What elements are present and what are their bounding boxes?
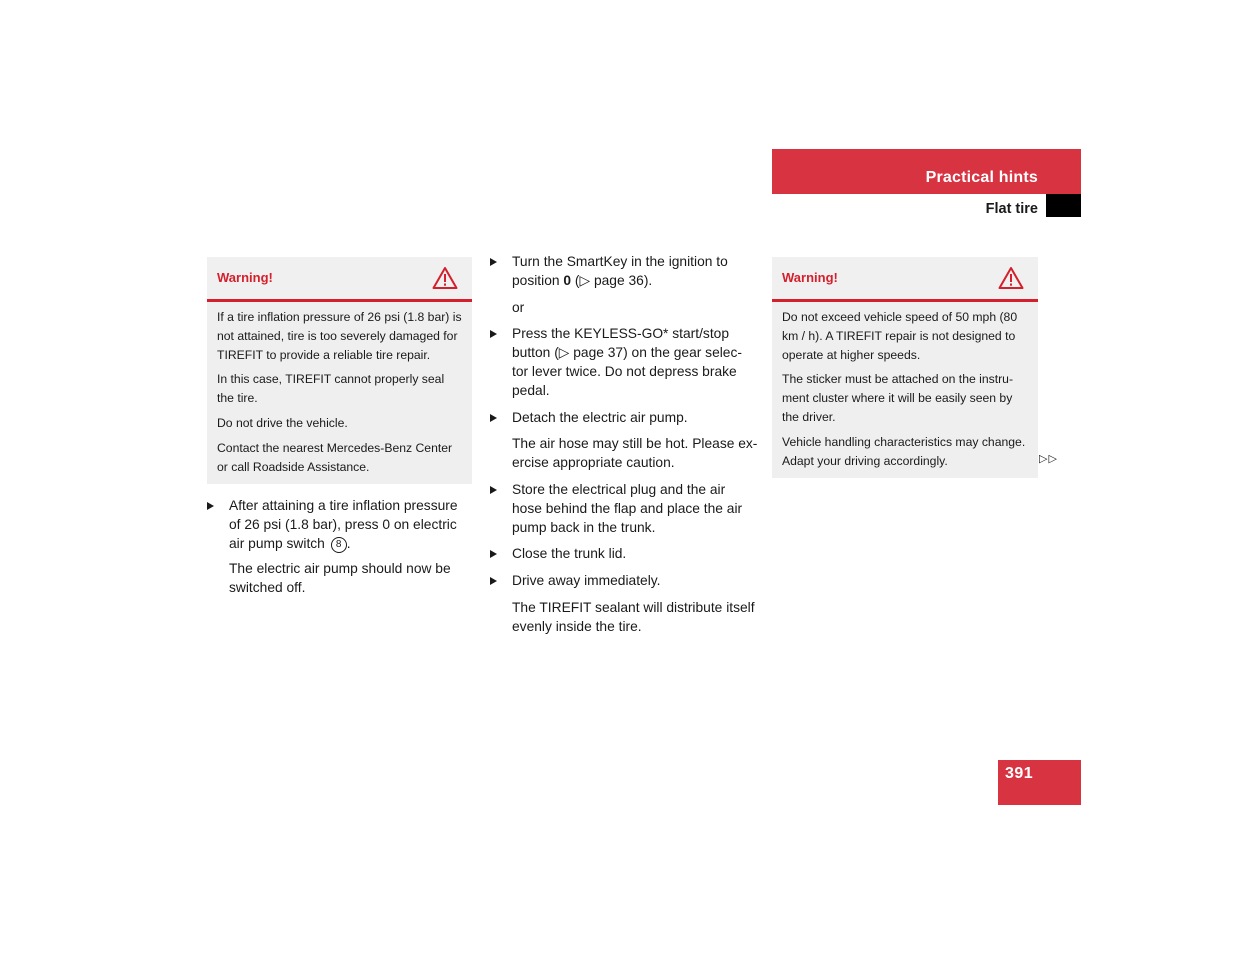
step-note: The electric air pump should now be switched off.: [229, 561, 451, 596]
step-text: Press the KEYLESS-GO* start/stop button (▷ page 37) on the gear selec-tor lever twice. Do not depress brake pedal.: [512, 326, 742, 398]
warning-paragraph: Do not drive the vehicle.: [217, 415, 348, 430]
step-note: The TIREFIT sealant will distribute itself evenly inside the tire.: [512, 599, 755, 634]
section-title: Practical hints: [925, 169, 1038, 186]
step-text: Close the trunk lid.: [512, 546, 627, 562]
bullet-arrow-icon: [207, 502, 214, 510]
section-header: [772, 149, 1081, 194]
warning-triangle-icon: [998, 266, 1024, 290]
middle-column: [490, 253, 758, 637]
instruction-step: [490, 572, 758, 591]
warning-body: [772, 302, 1038, 478]
warning-paragraph: The sticker must be attached on the instru-ment cluster where it will be easily seen by the driver.: [782, 372, 1013, 424]
bullet-arrow-icon: [490, 414, 497, 422]
warning-header: [207, 257, 472, 302]
warning-header: [772, 257, 1038, 302]
step-note: The air hose may still be hot. Please ex-ercise appropriate caution.: [512, 436, 758, 471]
instruction-step: [490, 545, 758, 564]
step-text: Detach the electric air pump.: [512, 409, 688, 425]
warning-paragraph: Vehicle handling characteristics may change. Adapt your driving accordingly.: [782, 434, 1026, 468]
section-tab-marker: [1046, 194, 1081, 217]
bullet-arrow-icon: [490, 486, 497, 494]
warning-paragraph: Contact the nearest Mercedes-Benz Center or call Roadside Assistance.: [217, 440, 453, 474]
bullet-arrow-icon: [490, 577, 497, 585]
step-text: Turn the SmartKey in the ignition to position: [512, 254, 728, 288]
bullet-arrow-icon: [490, 258, 497, 266]
warning-paragraph: Do not exceed vehicle speed of 50 mph (80 km / h). A TIREFIT repair is not designed to operate at higher speeds.: [782, 310, 1018, 362]
position-value: 0: [563, 272, 572, 288]
warning-box-left: [207, 257, 472, 484]
page-reference: (▷ page 36).: [571, 272, 653, 288]
warning-title: Warning!: [782, 270, 838, 285]
warning-triangle-icon: [432, 266, 458, 290]
step-text: Store the electrical plug and the air hose behind the flap and place the air pump back in the trunk.: [512, 481, 743, 535]
step-text: After attaining a tire inflation pressure of 26 psi (1.8 bar), press 0 on electric air pump switch: [229, 498, 458, 551]
bullet-arrow-icon: [490, 330, 497, 338]
subsection-title: Flat tire: [985, 201, 1038, 217]
instruction-step: [490, 409, 758, 428]
switch-reference-number: 8: [331, 537, 347, 553]
page-number: 391: [998, 760, 1081, 805]
or-separator: or: [512, 299, 525, 315]
instruction-step: [207, 497, 472, 553]
instruction-step: [490, 481, 758, 537]
warning-box-right: [772, 257, 1038, 478]
bullet-arrow-icon: [490, 550, 497, 558]
left-column: [207, 497, 472, 598]
instruction-step: [490, 325, 758, 400]
warning-title: Warning!: [217, 270, 273, 285]
continued-marker-icon: ▷▷: [1039, 453, 1058, 465]
warning-paragraph: If a tire inflation pressure of 26 psi (1.8 bar) is not attained, tire is too severely damaged for TIREFIT to provide a reliable tire repair.: [217, 310, 462, 362]
warning-paragraph: In this case, TIREFIT cannot properly seal the tire.: [217, 372, 445, 406]
step-text: Drive away immediately.: [512, 573, 661, 589]
step-text-end: .: [346, 535, 351, 551]
warning-body: [207, 302, 472, 484]
instruction-step: [490, 253, 758, 291]
